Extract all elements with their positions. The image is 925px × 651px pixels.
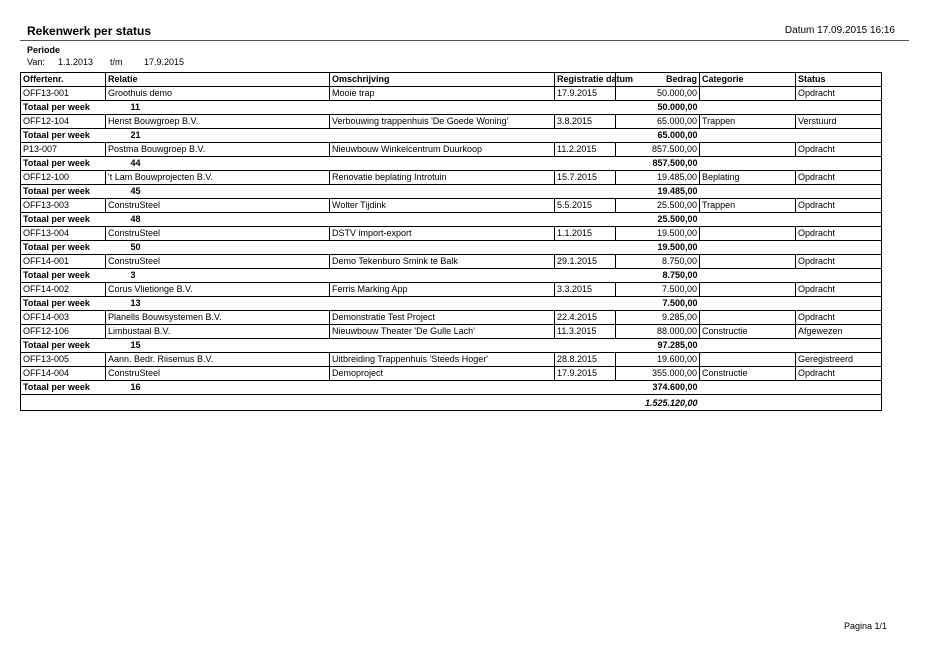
cell-omschrijving: Wolter Tijdink — [330, 199, 555, 213]
week-total-amount: 50.000,00 — [616, 101, 700, 115]
cell-registratie: 29.1.2015 — [555, 255, 616, 269]
spacer-cell — [700, 101, 882, 115]
week-total-amount: 97.285,00 — [616, 339, 700, 353]
cell-status: Opdracht — [796, 283, 882, 297]
week-number: 13 — [106, 297, 330, 311]
cell-status: Opdracht — [796, 87, 882, 101]
week-total-amount: 19.500,00 — [616, 241, 700, 255]
cell-offertenr: OFF12-106 — [21, 325, 106, 339]
week-total-label: Totaal per week — [21, 269, 106, 283]
cell-categorie — [700, 255, 796, 269]
cell-status: Verstuurd — [796, 115, 882, 129]
report-table — [20, 72, 882, 411]
week-total-amount: 25.500,00 — [616, 213, 700, 227]
cell-omschrijving: Demo Tekenburo Smink te Balk — [330, 255, 555, 269]
cell-status: Opdracht — [796, 255, 882, 269]
cell-categorie: Trappen — [700, 115, 796, 129]
table-row — [21, 115, 882, 129]
week-total-amount: 857.500,00 — [616, 157, 700, 171]
week-total-row — [21, 129, 882, 143]
tm-value: 17.9.2015 — [144, 57, 185, 67]
cell-categorie: Constructie — [700, 367, 796, 381]
week-total-amount: 374.600,00 — [616, 381, 700, 395]
spacer-cell — [700, 185, 882, 199]
spacer-cell — [700, 269, 882, 283]
week-number: 50 — [106, 241, 330, 255]
cell-offertenr: OFF13-005 — [21, 353, 106, 367]
week-number: 11 — [106, 101, 330, 115]
cell-registratie: 3.8.2015 — [555, 115, 616, 129]
cell-offertenr: OFF14-003 — [21, 311, 106, 325]
spacer-cell — [330, 213, 616, 227]
spacer-cell — [700, 339, 882, 353]
cell-relatie: Corus Vlietionge B.V. — [106, 283, 330, 297]
page-number: Pagina 1/1 — [843, 621, 887, 631]
tm-label: t/m — [110, 57, 123, 67]
table-row — [21, 283, 882, 297]
cell-relatie: Henst Bouwgroep B.V. — [106, 115, 330, 129]
cell-bedrag: 857.500,00 — [616, 143, 700, 157]
table-row — [21, 325, 882, 339]
cell-relatie: Planells Bouwsystemen B.V. — [106, 311, 330, 325]
cell-categorie — [700, 311, 796, 325]
week-total-label: Totaal per week — [21, 297, 106, 311]
col-categorie: Categorie — [700, 73, 796, 87]
cell-status: Geregistreerd — [796, 353, 882, 367]
cell-bedrag: 65.000,00 — [616, 115, 700, 129]
spacer-cell — [21, 395, 616, 411]
cell-registratie: 22.4.2015 — [555, 311, 616, 325]
spacer-cell — [700, 213, 882, 227]
van-label: Van: — [27, 57, 45, 67]
cell-status: Afgewezen — [796, 325, 882, 339]
cell-omschrijving: Demonstratie Test Project — [330, 311, 555, 325]
week-total-row — [21, 241, 882, 255]
cell-relatie: ConstruSteel — [106, 255, 330, 269]
table-body — [21, 87, 882, 411]
spacer-cell — [700, 297, 882, 311]
spacer-cell — [700, 395, 882, 411]
table-row — [21, 143, 882, 157]
cell-offertenr: OFF12-100 — [21, 171, 106, 185]
cell-omschrijving: Renovatie beplating Introtuin — [330, 171, 555, 185]
cell-categorie: Constructie — [700, 325, 796, 339]
cell-bedrag: 19.600,00 — [616, 353, 700, 367]
table-row — [21, 171, 882, 185]
cell-relatie: Limbustaal B.V. — [106, 325, 330, 339]
cell-status: Opdracht — [796, 171, 882, 185]
cell-registratie: 17.9.2015 — [555, 367, 616, 381]
cell-registratie: 3.3.2015 — [555, 283, 616, 297]
van-value: 1.1.2013 — [58, 57, 94, 67]
spacer-cell — [330, 101, 616, 115]
spacer-cell — [700, 241, 882, 255]
week-total-label: Totaal per week — [21, 101, 106, 115]
table-row — [21, 255, 882, 269]
cell-categorie: Trappen — [700, 199, 796, 213]
table-row — [21, 353, 882, 367]
periode-label: Periode — [27, 45, 61, 55]
cell-status: Opdracht — [796, 311, 882, 325]
week-total-row — [21, 185, 882, 199]
week-total-label: Totaal per week — [21, 339, 106, 353]
week-number: 44 — [106, 157, 330, 171]
table-row — [21, 227, 882, 241]
cell-omschrijving: Nieuwbouw Winkelcentrum Duurkoop — [330, 143, 555, 157]
cell-categorie — [700, 143, 796, 157]
cell-status: Opdracht — [796, 367, 882, 381]
cell-omschrijving: Demoproject — [330, 367, 555, 381]
cell-omschrijving: Nieuwbouw Theater 'De Gulle Lach' — [330, 325, 555, 339]
cell-bedrag: 19.485,00 — [616, 171, 700, 185]
cell-omschrijving: Verbouwing trappenhuis 'De Goede Woning' — [330, 115, 555, 129]
cell-categorie — [700, 87, 796, 101]
cell-bedrag: 9.285,00 — [616, 311, 700, 325]
grand-total-row — [21, 395, 882, 411]
week-number: 15 — [106, 339, 330, 353]
cell-relatie: Groothuis demo — [106, 87, 330, 101]
spacer-cell — [330, 297, 616, 311]
table-row — [21, 199, 882, 213]
week-total-label: Totaal per week — [21, 157, 106, 171]
cell-registratie: 11.3.2015 — [555, 325, 616, 339]
spacer-cell — [700, 157, 882, 171]
spacer-cell — [700, 381, 882, 395]
week-total-row — [21, 269, 882, 283]
cell-omschrijving: Mooie trap — [330, 87, 555, 101]
table-row — [21, 87, 882, 101]
table-row — [21, 311, 882, 325]
cell-registratie: 1.1.2015 — [555, 227, 616, 241]
cell-categorie — [700, 353, 796, 367]
cell-relatie: ConstruSteel — [106, 227, 330, 241]
week-total-label: Totaal per week — [21, 129, 106, 143]
week-number: 3 — [106, 269, 330, 283]
cell-offertenr: OFF13-003 — [21, 199, 106, 213]
cell-bedrag: 25.500,00 — [616, 199, 700, 213]
col-omschrijving: Omschrijving — [330, 73, 555, 87]
week-total-label: Totaal per week — [21, 381, 106, 395]
col-status: Status — [796, 73, 882, 87]
week-total-amount: 19.485,00 — [616, 185, 700, 199]
spacer-cell — [330, 381, 616, 395]
cell-categorie: Beplating — [700, 171, 796, 185]
cell-relatie: ConstruSteel — [106, 367, 330, 381]
week-total-label: Totaal per week — [21, 185, 106, 199]
week-number: 45 — [106, 185, 330, 199]
cell-offertenr: P13-007 — [21, 143, 106, 157]
spacer-cell — [700, 129, 882, 143]
cell-bedrag: 19.500,00 — [616, 227, 700, 241]
spacer-cell — [330, 269, 616, 283]
cell-relatie: Postma Bouwgroep B.V. — [106, 143, 330, 157]
cell-categorie — [700, 227, 796, 241]
header-divider — [20, 40, 909, 41]
cell-bedrag: 50.000,00 — [616, 87, 700, 101]
cell-omschrijving: Uitbreiding Trappenhuis 'Steeds Hoger' — [330, 353, 555, 367]
report-title: Rekenwerk per status — [27, 24, 152, 38]
week-total-row — [21, 213, 882, 227]
table-row — [21, 367, 882, 381]
table-header-row — [21, 73, 882, 87]
report-datum: Datum 17.09.2015 16:16 — [784, 25, 895, 36]
cell-registratie: 5.5.2015 — [555, 199, 616, 213]
grand-total-amount: 1.525.120,00 — [644, 398, 698, 408]
cell-offertenr: OFF14-001 — [21, 255, 106, 269]
cell-status: Opdracht — [796, 143, 882, 157]
cell-registratie: 28.8.2015 — [555, 353, 616, 367]
week-total-row — [21, 381, 882, 395]
spacer-cell — [330, 185, 616, 199]
cell-offertenr: OFF13-001 — [21, 87, 106, 101]
week-total-amount: 7.500,00 — [616, 297, 700, 311]
week-total-row — [21, 339, 882, 353]
cell-offertenr: OFF14-004 — [21, 367, 106, 381]
col-registratie: Registratie datum — [555, 73, 616, 87]
cell-offertenr: OFF12-104 — [21, 115, 106, 129]
cell-relatie: Aann. Bedr. Riisemus B.V. — [106, 353, 330, 367]
cell-offertenr: OFF14-002 — [21, 283, 106, 297]
cell-bedrag: 355.000,00 — [616, 367, 700, 381]
spacer-cell — [330, 339, 616, 353]
col-relatie: Relatie — [106, 73, 330, 87]
week-total-label: Totaal per week — [21, 213, 106, 227]
col-offertenr: Offertenr. — [21, 73, 106, 87]
spacer-cell — [330, 241, 616, 255]
cell-bedrag: 8.750,00 — [616, 255, 700, 269]
cell-bedrag: 7.500,00 — [616, 283, 700, 297]
col-bedrag: Bedrag — [616, 73, 700, 87]
cell-status: Opdracht — [796, 199, 882, 213]
spacer-cell — [330, 129, 616, 143]
cell-relatie: 't Lam Bouwprojecten B.V. — [106, 171, 330, 185]
cell-status: Opdracht — [796, 227, 882, 241]
cell-bedrag: 88.000,00 — [616, 325, 700, 339]
cell-offertenr: OFF13-004 — [21, 227, 106, 241]
week-number: 16 — [106, 381, 330, 395]
week-total-label: Totaal per week — [21, 241, 106, 255]
week-number: 21 — [106, 129, 330, 143]
week-total-amount: 8.750,00 — [616, 269, 700, 283]
cell-omschrijving: DSTV import-export — [330, 227, 555, 241]
week-number: 48 — [106, 213, 330, 227]
week-total-row — [21, 157, 882, 171]
week-total-row — [21, 297, 882, 311]
cell-registratie: 11.2.2015 — [555, 143, 616, 157]
cell-omschrijving: Ferris Marking App — [330, 283, 555, 297]
cell-registratie: 15.7.2015 — [555, 171, 616, 185]
spacer-cell — [330, 157, 616, 171]
cell-registratie: 17.9.2015 — [555, 87, 616, 101]
cell-categorie — [700, 283, 796, 297]
week-total-amount: 65.000,00 — [616, 129, 700, 143]
cell-relatie: ConstruSteel — [106, 199, 330, 213]
week-total-row — [21, 101, 882, 115]
